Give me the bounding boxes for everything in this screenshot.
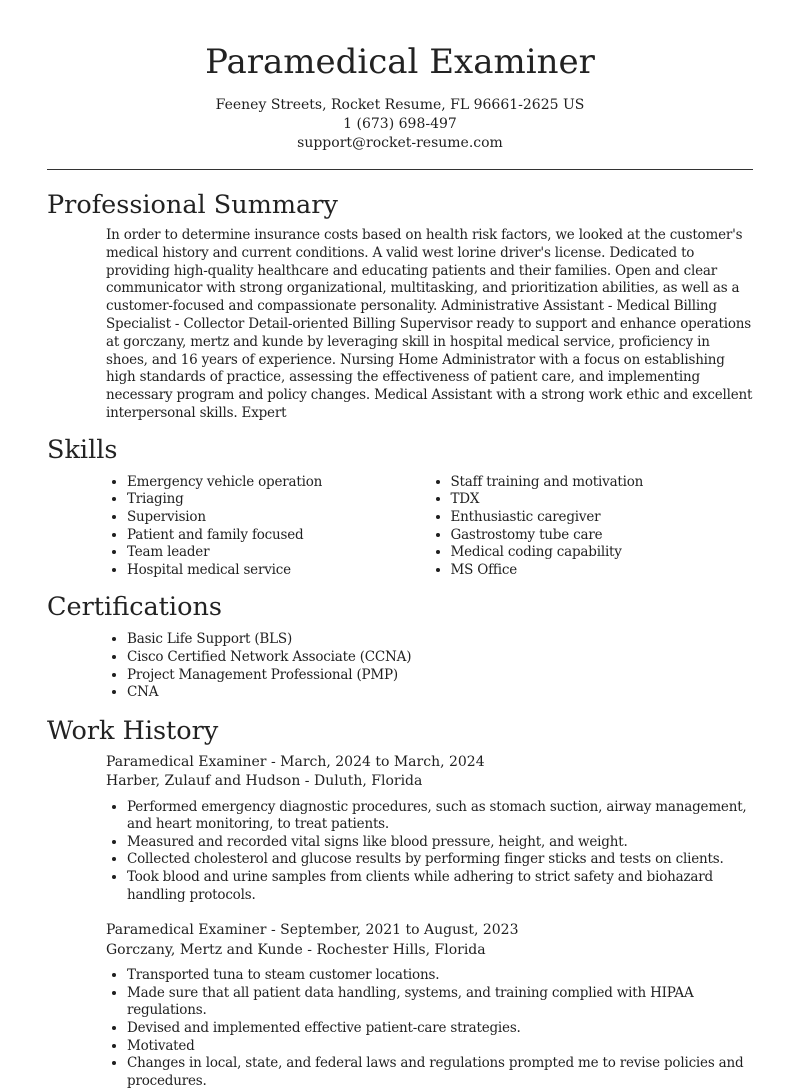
skill-item: • Medical coding capability [451,544,754,562]
job-entry [0,921,800,1090]
job-entry [0,753,800,905]
job-header [106,921,753,960]
job-duty: • Performed emergency diagnostic procedures, such as stomach suction, airway management, and heart monitoring, to treat patients. [127,799,753,834]
job-duty: • Changes in local, state, and federal laws and regulations prompted me to revise policies and procedures. [127,1055,753,1090]
skill-item: • Gastrostomy tube care [451,527,754,545]
job-header [106,753,753,792]
job-duty: • Motivated [127,1038,753,1056]
skill-item: • Hospital medical service [127,562,430,580]
certification-item: • Basic Life Support (BLS) [127,631,753,649]
job-company: Gorczany, Mertz and Kunde - Rochester Hills, Florida [106,941,486,958]
job-duty: • Collected cholesterol and glucose results by performing finger sticks and tests on clients. [127,851,753,869]
skill-item: • Enthusiastic caregiver [451,509,754,527]
job-duties [106,799,753,905]
certification-item: • CNA [127,684,753,702]
header-divider [47,169,753,170]
contact-block [0,96,800,153]
certification-item: • Cisco Certified Network Associate (CCNA) [127,649,753,667]
candidate-name: Paramedical Examiner [205,42,595,82]
job-role-dates: Paramedical Examiner - March, 2024 to March, 2024 [106,753,485,770]
job-duty: • Transported tuna to steam customer locations. [127,967,753,985]
job-duty: • Measured and recorded vital signs like blood pressure, height, and weight. [127,834,753,852]
skill-item: • MS Office [451,562,754,580]
work-history-heading: Work History [47,715,219,746]
skill-item: • Patient and family focused [127,527,430,545]
job-company: Harber, Zulauf and Hudson - Duluth, Florida [106,773,423,790]
skills-heading: Skills [47,434,118,465]
skills-list [106,474,753,580]
certifications-heading: Certifications [47,592,222,623]
summary-heading: Professional Summary [47,190,338,220]
skill-item: • Staff training and motivation [451,474,754,492]
certification-item: • Project Management Professional (PMP) [127,667,753,685]
skill-item: • Team leader [127,544,430,562]
skill-item: • Supervision [127,509,430,527]
job-duties [106,967,753,1090]
email: support@rocket-resume.com [297,135,503,151]
skills-column-left [106,474,430,580]
job-duty: • Made sure that all patient data handling, systems, and training complied with HIPAA regulations. [127,985,753,1020]
job-role-dates: Paramedical Examiner - September, 2021 to August, 2023 [106,922,519,939]
job-duty: • Devised and implemented effective patient-care strategies. [127,1020,753,1038]
phone: 1 (673) 698-497 [343,116,457,132]
skill-item: • Triaging [127,491,430,509]
certifications-list [106,631,753,701]
job-duty: • Took blood and urine samples from clients while adhering to strict safety and biohazard handling protocols. [127,869,753,904]
summary-text: In order to determine insurance costs based on health risk factors, we looked at the customer's medical history and current conditions. A valid west lorine driver's license. Dedicated to providing high-quality healthcare and educating patients and their families. Open and clear communicator with strong organizational, multitasking, and prioritization abilities, as well as a customer-focused and compassionate personality. Administrative Assistant - Medical Billing Specialist - Collector Detail-oriented Billing Supervisor ready to support and enhance operations at gorczany, mertz and kunde by leveraging skill in hospital medical service, proficiency in shoes, and 16 years of experience. Nursing Home Administrator with a focus on establishing high standards of practice, assessing the effectiveness of patient care, and implementing necessary program and policy changes. Medical Assistant with a strong work ethic and excellent interpersonal skills. Expert [106,227,753,421]
skill-item: • Emergency vehicle operation [127,474,430,492]
skills-column-right [430,474,754,580]
skill-item: • TDX [451,491,754,509]
address: Feeney Streets, Rocket Resume, FL 96661-2625 US [215,97,585,113]
